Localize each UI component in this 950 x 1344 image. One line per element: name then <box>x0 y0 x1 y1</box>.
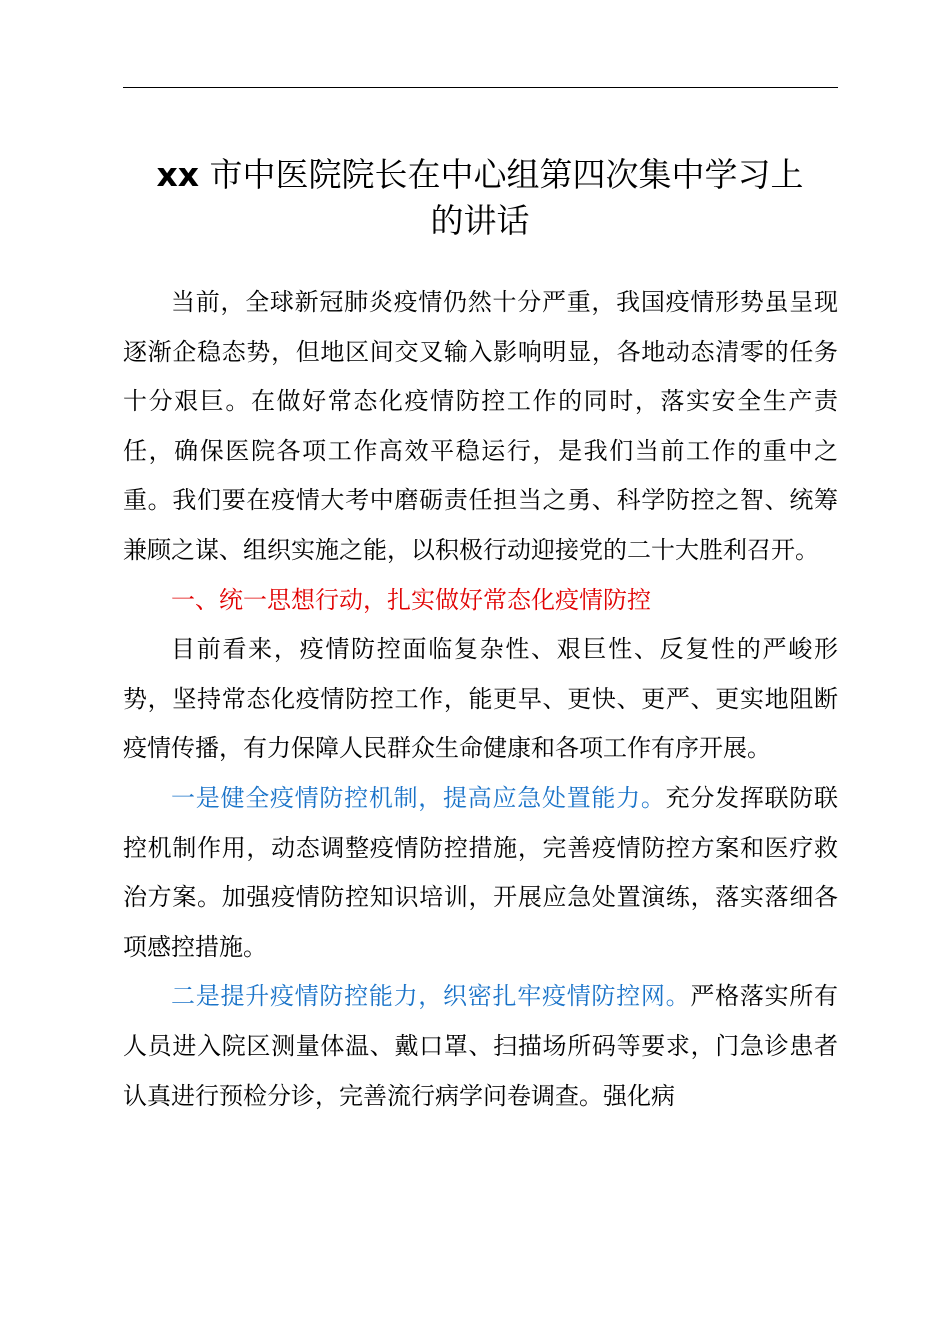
title-prefix: xx <box>156 155 200 194</box>
title-line-2: 的讲话 <box>430 201 530 240</box>
document-body <box>123 278 838 1121</box>
page-title <box>100 152 860 244</box>
title-line-1 <box>100 152 860 198</box>
point-2-lead: 二是提升疫情防控能力，织密扎牢疫情防控网。 <box>171 982 691 1011</box>
paragraph-situation: 目前看来，疫情防控面临复杂性、艰巨性、反复性的严峻形势，坚持常态化疫情防控工作，能更早、更快、更严、更实地阻断疫情传播，有力保障人民群众生命健康和各项工作有序开展。 <box>123 635 838 763</box>
paragraph-intro: 当前，全球新冠肺炎疫情仍然十分严重，我国疫情形势虽呈现逐渐企稳态势，但地区间交叉输入影响明显，各地动态清零的任务十分艰巨。在做好常态化疫情防控工作的同时，落实安全生产责任，确保医院各项工作高效平稳运行，是我们当前工作的重中之重。我们要在疫情大考中磨砺责任担当之勇、科学防控之智、统筹兼顾之谋、组织实施之能，以积极行动迎接党的二十大胜利召开。 <box>123 288 838 564</box>
title-line-1-text: 市中医院院长在中心组第四次集中学习上 <box>199 155 804 194</box>
section-heading-1: 一、统一思想行动，扎实做好常态化疫情防控 <box>171 585 651 614</box>
paragraph-point-2 <box>123 972 838 1121</box>
point-1-lead: 一是健全疫情防控机制，提高应急处置能力。 <box>171 783 666 812</box>
point-2-text: 严格落实所有人员进入院区测量体温、戴口罩、扫描场所码等要求，门急诊患者认真进行预检分诊，完善流行病学问卷调查。强化病 <box>123 982 839 1110</box>
paragraph-point-1 <box>123 774 838 972</box>
header-rule <box>123 87 838 88</box>
point-1-text: 充分发挥联防联控机制作用，动态调整疫情防控措施，完善疫情防控方案和医疗救治方案。加强疫情防控知识培训，开展应急处置演练，落实落细各项感控措施。 <box>123 783 839 961</box>
